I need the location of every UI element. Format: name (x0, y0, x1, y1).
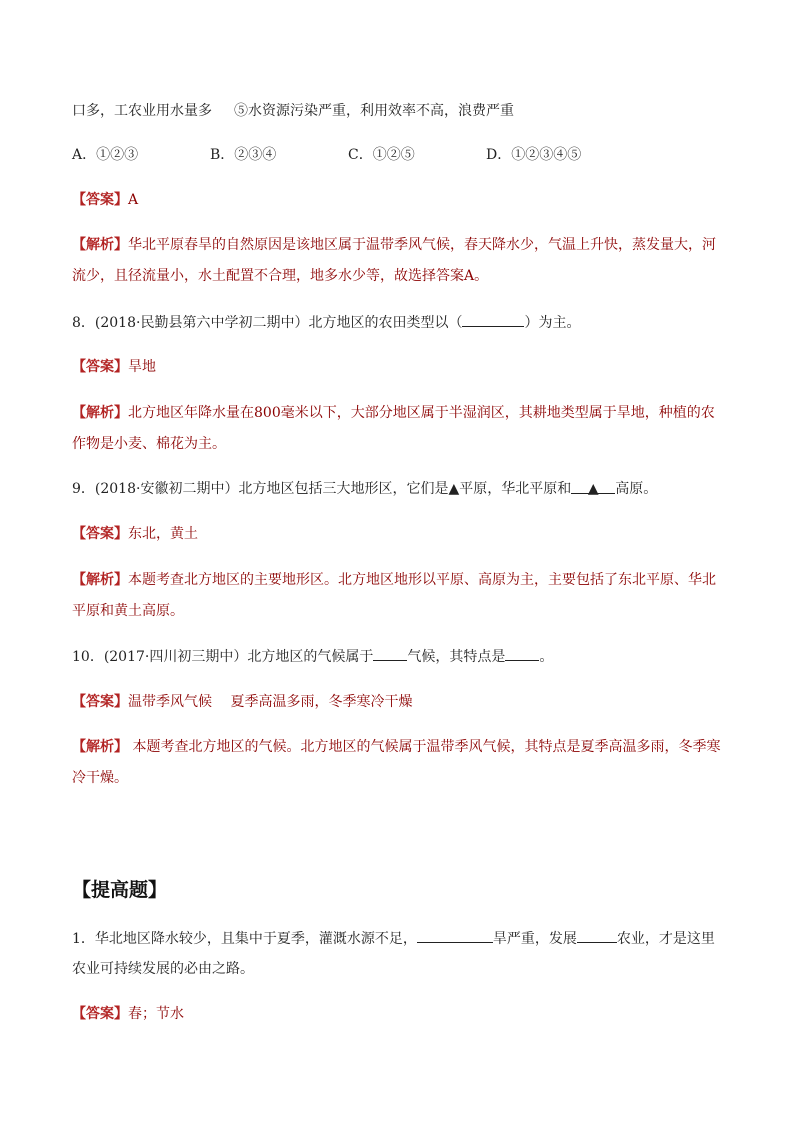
question-8 (72, 312, 580, 333)
answer-8 (72, 357, 156, 377)
answer-label: 【答案】 (72, 694, 128, 710)
options-row (72, 145, 581, 165)
answer-blank[interactable] (417, 928, 493, 943)
analysis-8-line-2 (72, 434, 226, 454)
answer-blank[interactable]: ▲ (571, 479, 615, 494)
option-a[interactable]: A．①②③ (72, 147, 139, 163)
question-9 (72, 479, 657, 499)
question-text: 1．华北地区降水较少，且集中于夏季，灌溉水源不足， (72, 931, 417, 947)
question-text: 农业可持续发展的必由之路。 (72, 961, 254, 977)
answer-blank[interactable] (462, 312, 524, 327)
analysis-7-line-2 (72, 266, 488, 286)
question-10 (72, 646, 553, 667)
section-title: 【提高题】 (72, 879, 168, 901)
answer-label: 【答案】 (72, 192, 128, 208)
analysis-label: 【解析】 (72, 237, 128, 253)
question-7-tail (72, 101, 514, 121)
answer-value: 春；节水 (128, 1006, 184, 1022)
question-text: 9．(2018·安徽初二期中）北方地区包括三大地形区，它们是▲平原，华北平原和 (72, 481, 572, 497)
answer-label: 【答案】 (72, 1006, 128, 1022)
answer-9 (72, 524, 198, 544)
answer-label: 【答案】 (72, 359, 128, 375)
answer-value: 东北，黄土 (128, 526, 198, 542)
analysis-10-line-2 (72, 768, 128, 788)
option-b[interactable]: B．②③④ (210, 147, 277, 163)
analysis-text: 平原和黄土高原。 (72, 603, 184, 619)
analysis-text: 华北平原春旱的自然原因是该地区属于温带季风气候，春天降水少，气温上升快，蒸发量大，河 (128, 237, 716, 253)
answer-label: 【答案】 (72, 526, 128, 542)
analysis-label: 【解析】 (72, 739, 128, 755)
text: 口多，工农业用水量多 (72, 103, 212, 119)
advanced-question-1-line-2 (72, 959, 254, 979)
answer-blank[interactable] (505, 646, 539, 661)
analysis-9-line-1 (72, 570, 716, 590)
analysis-text: 北方地区年降水量在800毫米以下，大部分地区属于半湿润区，其耕地类型属于旱地，种植的农 (128, 405, 715, 421)
question-text: 。 (539, 649, 554, 665)
answer-blank[interactable] (373, 646, 407, 661)
analysis-text: 本题考查北方地区的主要地形区。北方地区地形以平原、高原为主，主要包括了东北平原、华北 (128, 572, 716, 588)
analysis-label: 【解析】 (72, 572, 128, 588)
question-text: ）为主。 (524, 315, 581, 331)
option-d[interactable]: D．①②③④⑤ (486, 147, 582, 163)
question-text: 高原。 (615, 481, 658, 497)
question-text: 8．(2018·民勤县第六中学初二期中）北方地区的农田类型以（ (72, 315, 463, 331)
analysis-text: 冷干燥。 (72, 770, 128, 786)
answer-value: 温带季风气候 夏季高温多雨，冬季寒冷干燥 (128, 694, 413, 710)
advanced-question-1-line-1 (72, 928, 715, 949)
analysis-text: 作物是小麦、棉花为主。 (72, 436, 226, 452)
question-text: 10．(2017·四川初三期中）北方地区的气候属于 (72, 649, 374, 665)
analysis-8-line-1 (72, 403, 715, 423)
answer-10 (72, 692, 412, 712)
analysis-text: 流少，且径流量小，水土配置不合理，地多水少等，故选择答案A。 (72, 268, 489, 284)
option-c[interactable]: C．①②⑤ (348, 147, 415, 163)
analysis-10-line-1 (72, 737, 720, 757)
analysis-text: 本题考查北方地区的气候。北方地区的气候属于温带季风气候，其特点是夏季高温多雨，冬季寒 (128, 739, 721, 755)
answer-7 (72, 190, 138, 210)
answer-value: A (128, 192, 139, 208)
answer-blank[interactable] (577, 928, 617, 943)
question-text: 农业，才是这里 (616, 931, 715, 947)
analysis-7-line-1 (72, 235, 716, 255)
analysis-9-line-2 (72, 601, 184, 621)
answer-value: 旱地 (128, 359, 156, 375)
question-text: 气候，其特点是 (407, 649, 506, 665)
text: ⑤水资源污染严重，利用效率不高，浪费严重 (234, 103, 514, 119)
analysis-label: 【解析】 (72, 405, 128, 421)
question-text: 旱严重，发展 (492, 931, 577, 947)
advanced-answer-1 (72, 1004, 184, 1024)
